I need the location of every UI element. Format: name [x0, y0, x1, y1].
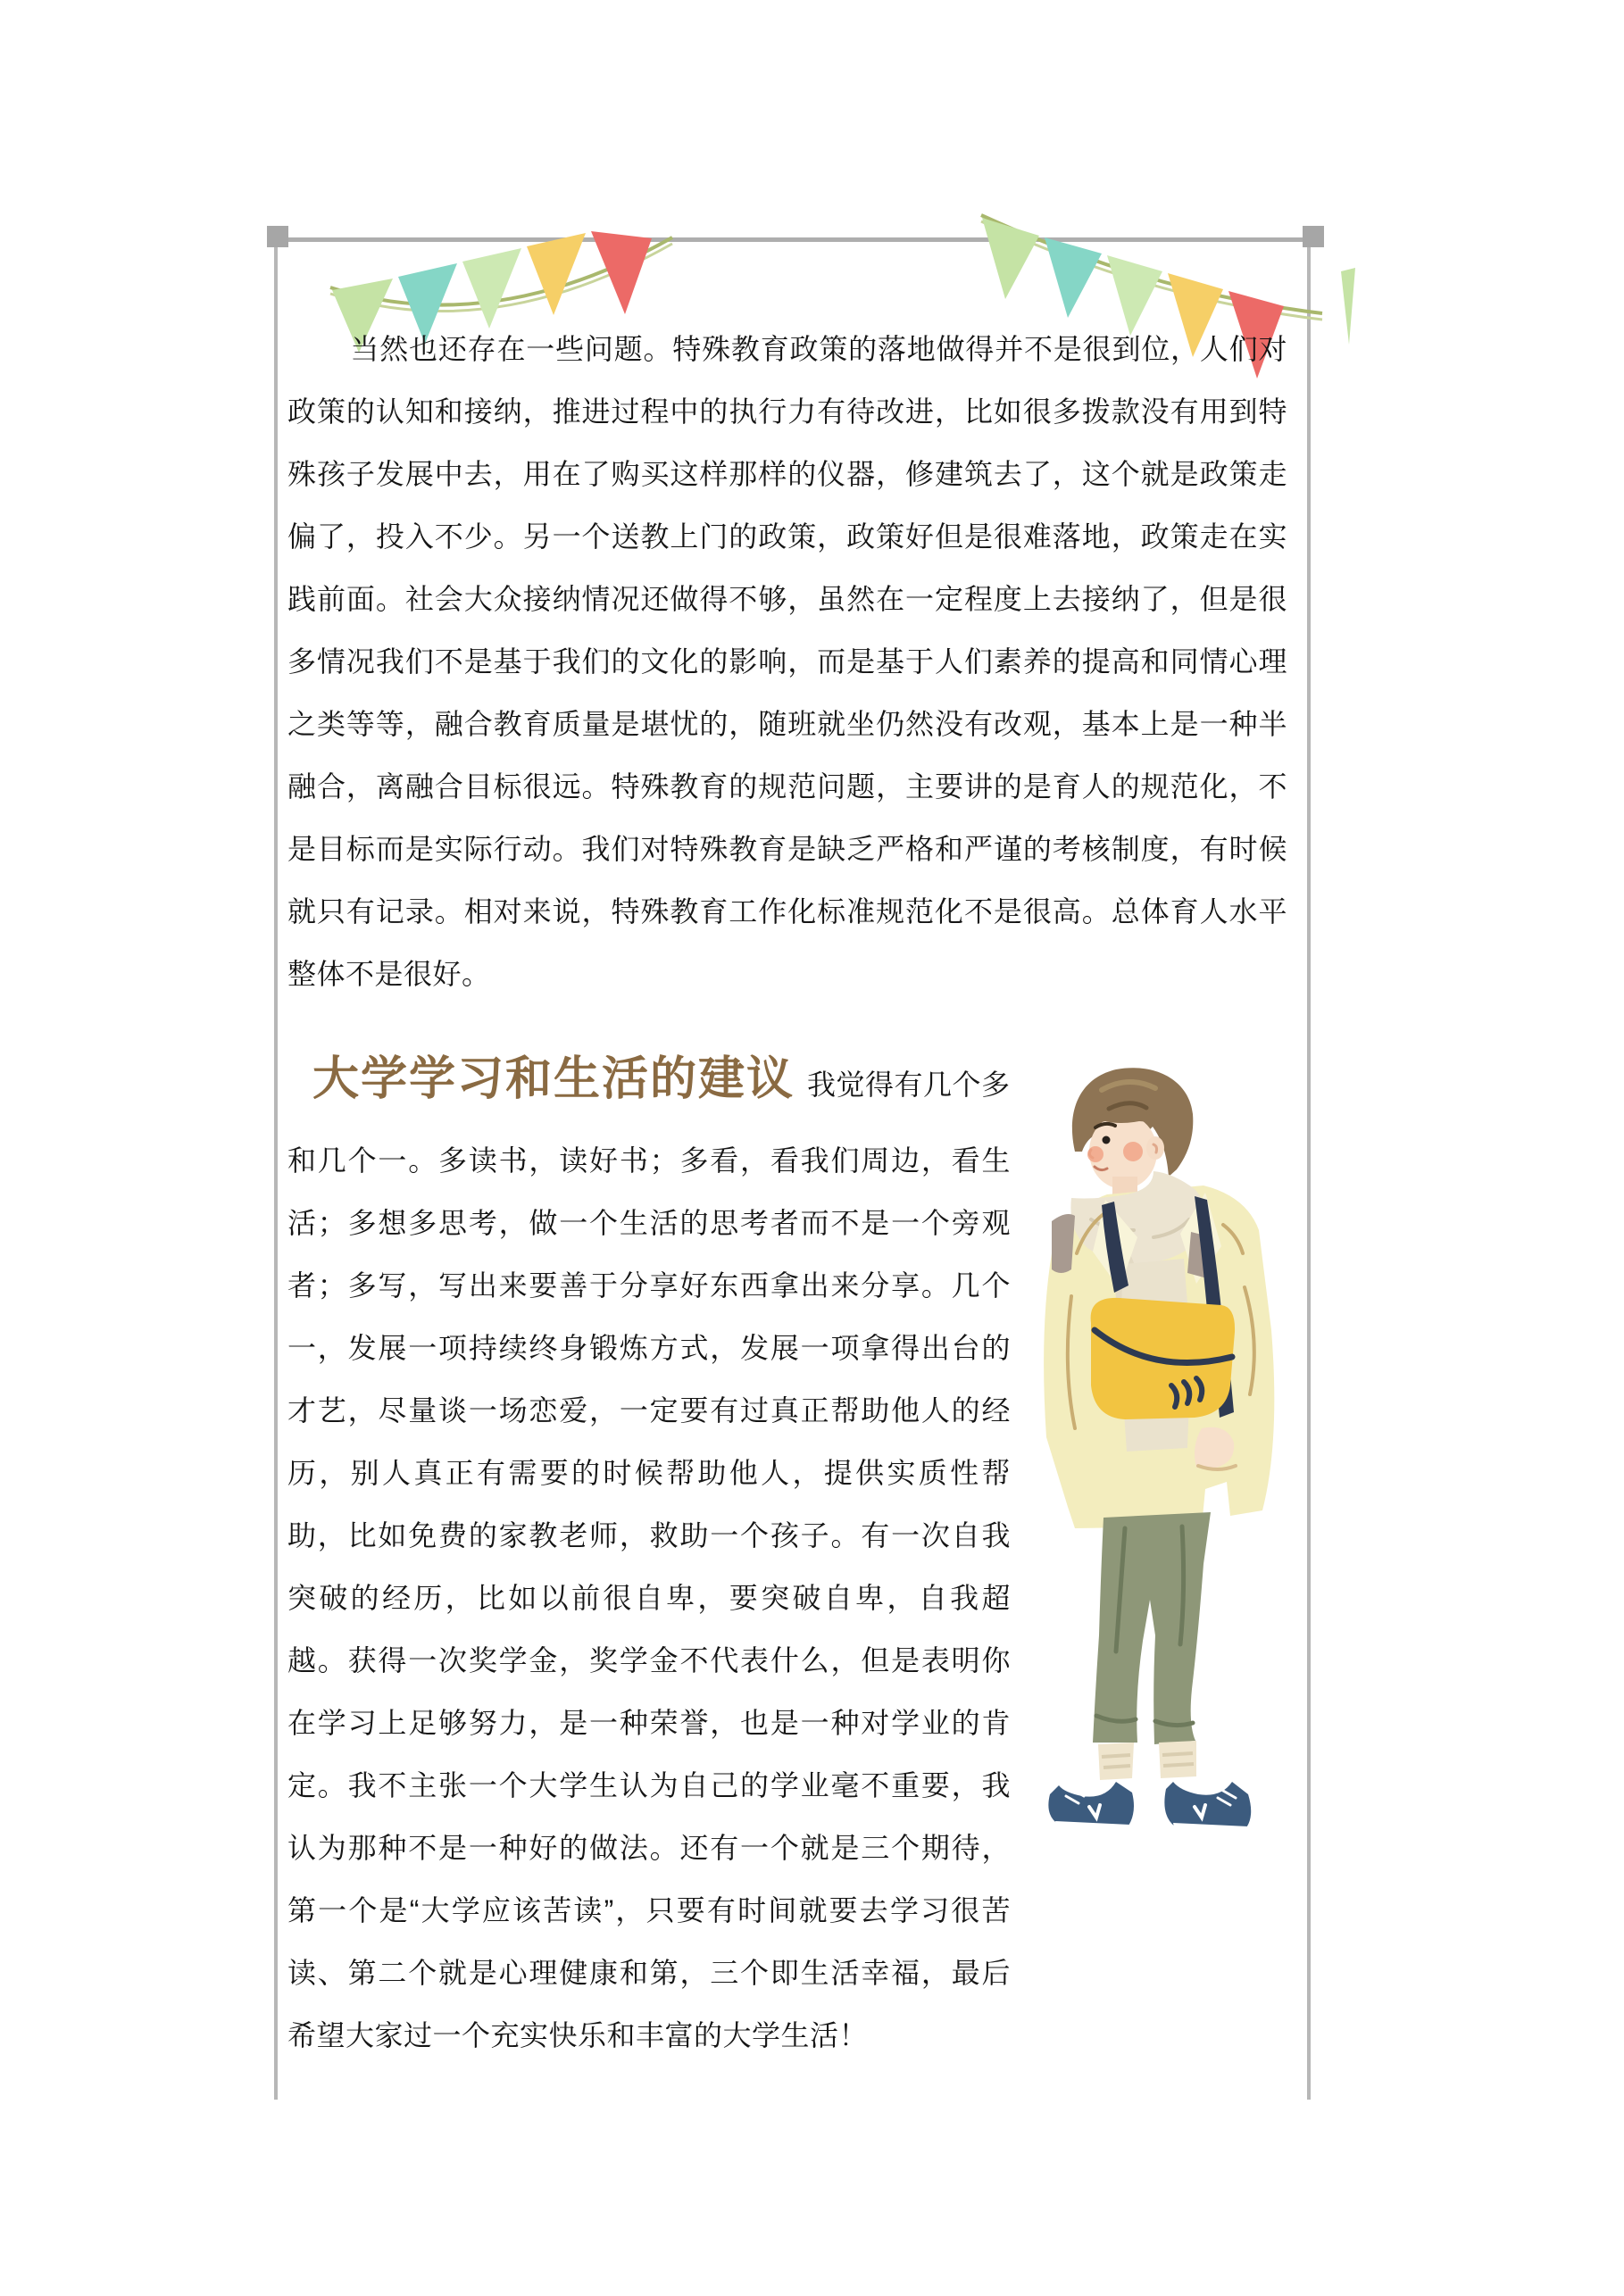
page-border-right: [1307, 247, 1311, 2100]
pants: [1093, 1512, 1211, 1744]
section-heading: 大学学习和生活的建议: [312, 1053, 795, 1105]
page-border-left: [274, 247, 278, 2100]
document-body: [287, 318, 1287, 2067]
sneaker-right: [1164, 1782, 1251, 1830]
bunting-flag: [462, 248, 521, 329]
backpack-strap-left: [1052, 1214, 1075, 1273]
eye: [1103, 1136, 1111, 1144]
blush-right: [1123, 1142, 1143, 1161]
heading-inline-text: 我觉得有几个多: [807, 1069, 1011, 1101]
sneaker-left: [1048, 1782, 1134, 1828]
student-illustration: [1020, 1062, 1287, 1866]
bunting-flag: [1045, 237, 1102, 318]
bunting-flag: [527, 233, 586, 315]
bunting-flag-partial: [1341, 268, 1355, 345]
sock-right: [1159, 1741, 1196, 1778]
bunting-flag: [982, 218, 1039, 299]
paragraph-university-advice: 和几个一。多读书，读好书；多看，看我们周边，看生活；多想多思考，做一个生活的思考者而不是一个旁观者；多写，写出来要善于分享好东西拿出来分享。几个一，发展一项持续终身锻炼方式，发展一项拿得出台的才艺，尽量谈一场恋爱，一定要有过真正帮助他人的经历，别人真正有需要的时候帮助他人，提供实质性帮助，比如免费的家教老师，救助一个孩子。有一次自我突破的经历，比如以前很自卑，要突破自卑，自我超越。获得一次奖学金，奖学金不代表什么，但是表明你在学习上足够努力，是一种荣誉，也是一种对学业的肯定。我不主张一个大学生认为自己的学业毫不重要，我认为那种不是一种好的做法。还有一个就是三个期待，第一个是“大学应该苦读”，只要有时间就要去学习很苦读、第二个就是心理健康和第，三个即生活幸福，最后希望大家过一个充实快乐和丰富的大学生活！: [287, 1144, 1011, 2051]
blush-left: [1087, 1146, 1103, 1162]
sock-left: [1098, 1743, 1134, 1780]
paragraph-special-education-problems: 当然也还存在一些问题。特殊教育政策的落地做得并不是很到位，人们对政策的认知和接纳，推进过程中的执行力有待改进，比如很多拨款没有用到特殊孩子发展中去，用在了购买这样那样的仪器，修建筑去了，这个就是政策走偏了，投入不少。另一个送教上门的政策，政策好但是很难落地，政策走在实践前面。社会大众接纳情况还做得不够，虽然在一定程度上去接纳了，但是很多情况我们不是基于我们的文化的影响，而是基于人们素养的提高和同情心理之类等等，融合教育质量是堪忧的，随班就坐仍然没有改观，基本上是一种半融合，离融合目标很远。特殊教育的规范问题，主要讲的是育人的规范化，不是目标而是实际行动。我们对特殊教育是缺乏严格和严谨的考核制度，有时候就只有记录。相对来说，特殊教育工作化标准规范化不是很高。总体育人水平整体不是很好。: [287, 333, 1287, 990]
illustration-float: [1011, 1005, 1287, 1969]
